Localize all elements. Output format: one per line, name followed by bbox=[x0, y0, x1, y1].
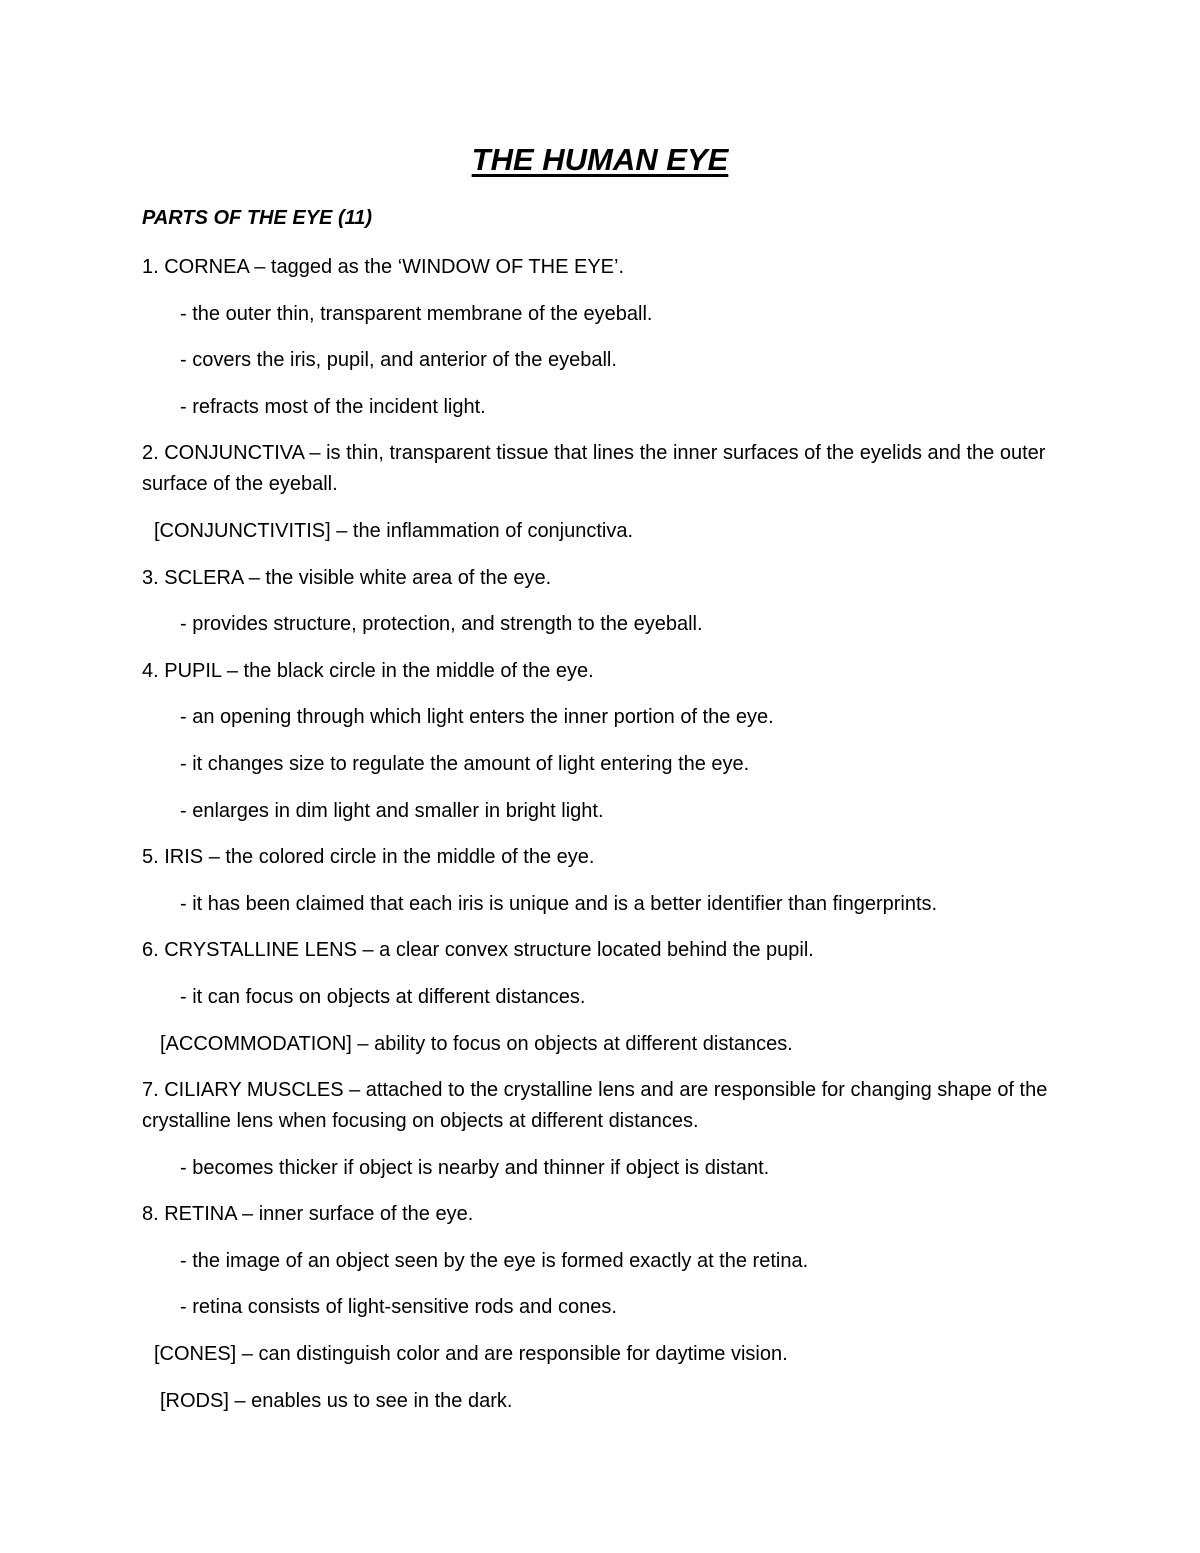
pupil-heading: 4. PUPIL – the black circle in the middle of the eye. bbox=[142, 659, 594, 682]
conjunctiva-heading: 2. CONJUNCTIVA – is thin, transparent tissue that lines the inner surfaces of the eyelids and the outer surface of the eyeball. bbox=[142, 442, 1046, 496]
conjunctivitis-note: [CONJUNCTIVITIS] – the inflammation of conjunctiva. bbox=[154, 519, 634, 542]
retina-point: - retina consists of light-sensitive rods and cones. bbox=[180, 1296, 617, 1319]
crystalline-lens-heading: 6. CRYSTALLINE LENS – a clear convex structure located behind the pupil. bbox=[142, 939, 814, 962]
ciliary-muscles-point: - becomes thicker if object is nearby and thinner if object is distant. bbox=[180, 1156, 770, 1179]
sclera-heading: 3. SCLERA – the visible white area of the eye. bbox=[142, 566, 552, 589]
cornea-point: - refracts most of the incident light. bbox=[180, 395, 486, 418]
pupil-point: - enlarges in dim light and smaller in bright light. bbox=[180, 799, 604, 822]
section-heading: PARTS OF THE EYE (11) bbox=[142, 207, 373, 229]
sclera-point: - provides structure, protection, and strength to the eyeball. bbox=[180, 613, 703, 636]
cones-note: [CONES] – can distinguish color and are responsible for daytime vision. bbox=[154, 1343, 788, 1366]
retina-heading: 8. RETINA – inner surface of the eye. bbox=[142, 1203, 474, 1226]
document-body bbox=[142, 252, 1062, 1432]
cornea-heading: 1. CORNEA – tagged as the ‘WINDOW OF THE EYE’. bbox=[142, 256, 625, 278]
retina-point: - the image of an object seen by the eye is formed exactly at the retina. bbox=[180, 1249, 809, 1272]
cornea-point: - covers the iris, pupil, and anterior of the eyeball. bbox=[180, 349, 617, 372]
cornea-point: - the outer thin, transparent membrane of the eyeball. bbox=[180, 302, 653, 325]
accommodation-note: [ACCOMMODATION] – ability to focus on objects at different distances. bbox=[160, 1032, 793, 1055]
rods-note: [RODS] – enables us to see in the dark. bbox=[160, 1389, 513, 1412]
crystalline-lens-point: - it can focus on objects at different distances. bbox=[180, 985, 586, 1008]
page-title: THE HUMAN EYE bbox=[471, 142, 729, 177]
pupil-point: - an opening through which light enters the inner portion of the eye. bbox=[180, 706, 774, 729]
iris-point: - it has been claimed that each iris is unique and is a better identifier than fingerprints. bbox=[180, 892, 938, 915]
pupil-point: - it changes size to regulate the amount of light entering the eye. bbox=[180, 752, 750, 775]
iris-heading: 5. IRIS – the colored circle in the middle of the eye. bbox=[142, 846, 595, 869]
ciliary-muscles-heading: 7. CILIARY MUSCLES – attached to the crystalline lens and are responsible for changing shape of the crystalline lens when focusing on objects at different distances. bbox=[142, 1079, 1048, 1133]
